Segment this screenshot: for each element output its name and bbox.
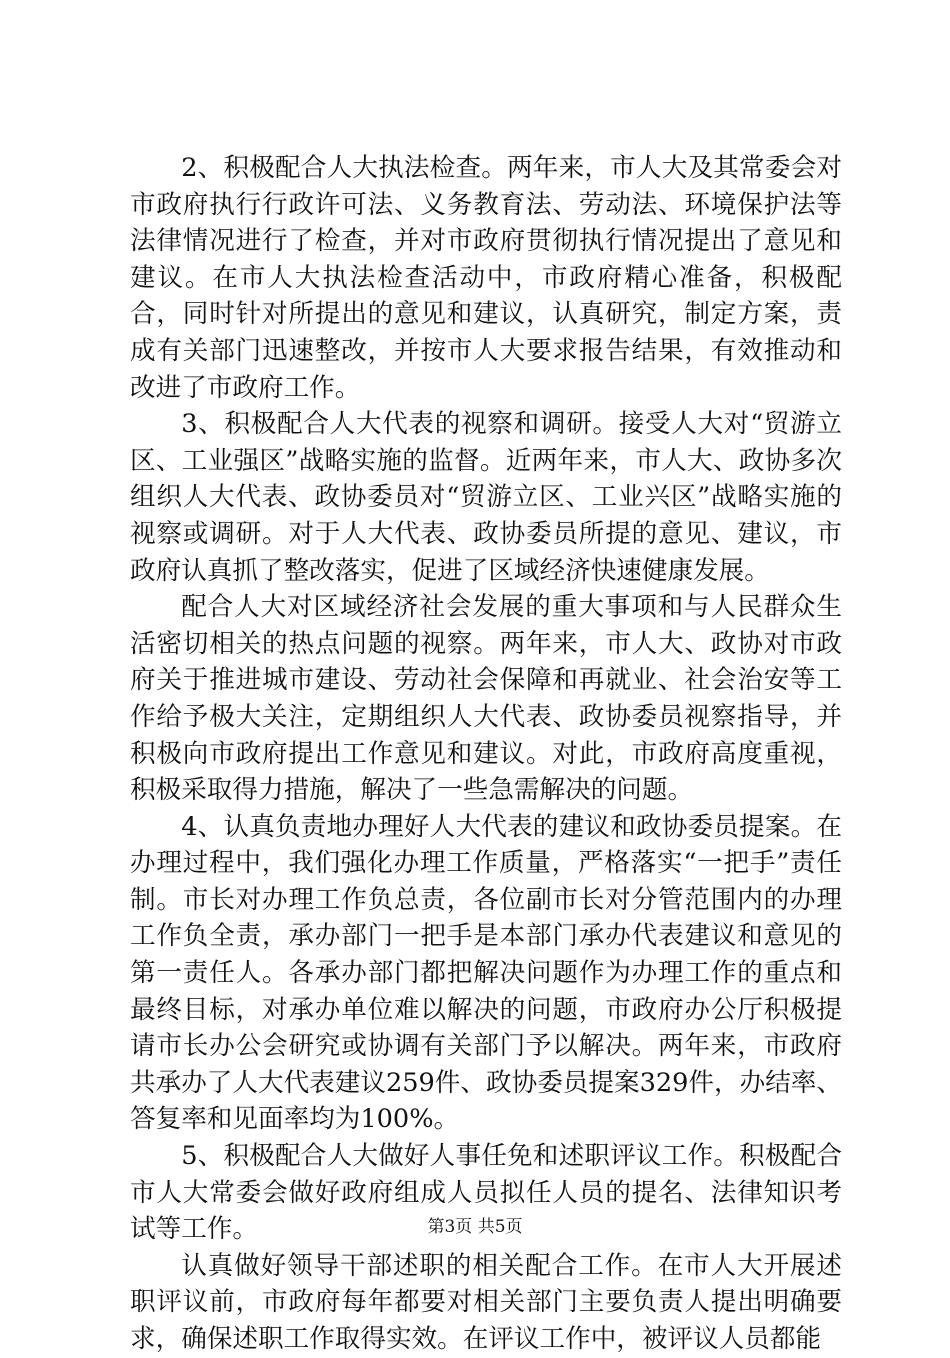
paragraph-duty-report: 认真做好领导干部述职的相关配合工作。在市人大开展述职评议前，市政府每年都要对相关部门主要负责人提出明确要求，确保述职工作取得实效。在评议工作中，被评议人员都能 xyxy=(130,1250,842,1354)
paragraph-proposal-handling: 4、认真负责地办理好人大代表的建议和政协委员提案。在办理过程中，我们强化办理工作质量，严格落实“一把手”责任制。市长对办理工作负总责，各位副市长对分管范围内的办理工作负全责，承办部门一把手是本部门承办代表建议和意见的第一责任人。各承办部门都把解决问题作为办理工作的重点和最终目标，对承办单位难以解决的问题，市政府办公厅积极提请市长办公会研究或协调有关部门予以解决。两年来，市政府共承办了人大代表建议259件、政协委员提案329件，办结率、答复率和见面率均为100%。 xyxy=(130,811,842,1135)
document-body xyxy=(130,150,842,1358)
paragraph-law-enforcement-inspection: 2、积极配合人大执法检查。两年来，市人大及其常委会对市政府执行行政许可法、义务教育法、劳动法、环境保护法等法律情况进行了检查，并对市政府贯彻执行情况提出了意见和建议。在市人大执法检查活动中，市政府精心准备，积极配合，同时针对所提出的意见和建议，认真研究，制定方案，责成有关部门迅速整改，并按市人大要求报告结果，有效推动和改进了市政府工作。 xyxy=(130,153,842,403)
paragraph-hotspot-inspection: 配合人大对区域经济社会发展的重大事项和与人民群众生活密切相关的热点问题的视察。两年来，市人大、政协对市政府关于推进城市建设、劳动社会保障和再就业、社会治安等工作给予极大关注，定期组织人大代表、政协委员视察指导，并积极向市政府提出工作意见和建议。对此，市政府高度重视，积极采取得力措施，解决了一些急需解决的问题。 xyxy=(130,592,842,806)
page-footer xyxy=(0,1212,950,1237)
page-number: 第3页 共5页 xyxy=(427,1217,523,1237)
paragraph-deputy-inspection: 3、积极配合人大代表的视察和调研。接受人大对“贸游立区、工业强区”战略实施的监督。近两年来，市人大、政协多次组织人大代表、政协委员对“贸游立区、工业兴区”战略实施的视察或调研。对于人大代表、政协委员所提的意见、建议，市政府认真抓了整改落实，促进了区域经济快速健康发展。 xyxy=(130,409,842,586)
paragraph-appointment-review: 5、积极配合人大做好人事任免和述职评议工作。积极配合市人大常委会做好政府组成人员拟任人员的提名、法律知识考试等工作。 xyxy=(130,1141,842,1245)
